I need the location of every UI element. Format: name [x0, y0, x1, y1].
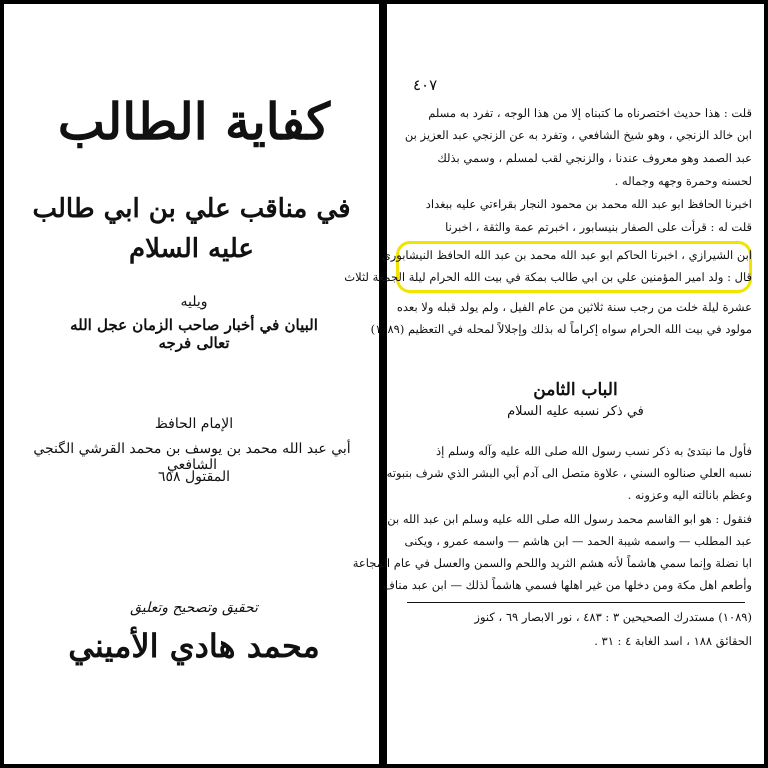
- author-name: أبي عبد الله محمد بن يوسف بن محمد القرشي الگنجي الشافعي: [33, 441, 351, 473]
- second-book-title: البيان في أخبار صاحب الزمان عجل الله تعالى فرجه: [70, 316, 318, 352]
- footnote-divider: [407, 602, 745, 603]
- text-line: فنقول : هو ابو القاسم محمد رسول الله صلى الله عليه وسلم ابن عبد الله بن: [387, 512, 752, 526]
- left-page-title: [4, 4, 379, 764]
- text-line: ابن خالد الزنجي ، وهو شيخ الشافعي ، وتفرد به عن الزنجي عبد العزيز بن: [404, 128, 752, 142]
- author-death-year: المقتول ٦٥٨: [158, 469, 230, 485]
- editing-label: تحقيق وتصحيح وتعليق: [130, 600, 258, 616]
- book-subtitle: في مناقب علي بن ابي طالب عليه السلام: [32, 194, 351, 264]
- footnote-line: (١٠٨٩) مستدرك الصحيحين ٣ : ٤٨٣ ، نور الابصار ٦٩ ، كنوز: [474, 610, 752, 624]
- text-line: قلت له : قرأت على الصفار بنيسابور ، اخبرتم عمة والثقة ، اخبرنا: [445, 220, 752, 234]
- text-line: فأول ما نبتدئ به ذكر نسب رسول الله صلى الله عليه وآله وسلم إذ: [435, 444, 752, 458]
- highlighted-text-line: ابن الشيرازي ، اخبرنا الحاكم ابو عبد الله محمد بن عبد الله الحافظ النيشابوري: [381, 248, 752, 262]
- text-line: ابا نضلة وإنما سمي هاشماً لأنه هشم الثريد واللحم والسمن والعسل في عام المجاعة: [352, 556, 752, 570]
- text-line: عبد المطلب — واسمه شيبة الحمد — ابن هاشم — واسمه عمرو ، ويكنى: [404, 534, 752, 548]
- text-line: عبد الصمد وهو معروف عندنا ، والزنجي لقب لمسلم ، وسمي بذلك: [437, 151, 752, 165]
- followed-by-label: ويليه: [180, 294, 208, 310]
- text-line: عشرة ليلة خلت من رجب سنة ثلاثين من عام الفيل ، ولم يولد قبله ولا بعده: [396, 300, 752, 314]
- text-line: وعظم بانالته اليه وعزونه .: [627, 488, 752, 502]
- text-line: مولود في بيت الله الحرام سواه إكراماً له بذلك وإجلالاً لمحله في التعظيم (١٠٨٩): [370, 322, 752, 336]
- chapter-title: الباب الثامن: [533, 380, 618, 400]
- right-page-text: [344, 4, 764, 764]
- text-line: اخبرنا الحافظ ابو عبد الله محمد بن محمود النجار بقراءتي عليه ببغداد: [425, 197, 752, 211]
- text-line: قلت : هذا حديث اختصرناه ما كتبناه إلا من هذا الوجه ، تفرد به مسلم: [428, 106, 752, 120]
- author-honorific: الإمام الحافظ: [154, 416, 234, 432]
- chapter-subtitle: في ذكر نسبه عليه السلام: [507, 404, 644, 419]
- page-number: ٤٠٧: [413, 76, 438, 94]
- book-title: كفاية الطالب: [57, 92, 331, 151]
- highlighted-text-line: قال : ولد امير المؤمنين علي بن ابي طالب بمكة في بيت الله الحرام ليلة الجمعة لثلاث: [344, 270, 752, 284]
- text-line: نسبه العلي صنالوه السني ، علاوة متصل الى آدم أبي البشر الذي شرف بنبوته: [386, 466, 752, 480]
- text-line: وأطعم اهل مكة ومن دخلها من غير اهلها فسمي هاشماً لذلك — ابن عبد مناف: [382, 578, 752, 592]
- editor-name: محمد هادي الأميني: [68, 627, 320, 665]
- footnote-line: الحقائق ١٨٨ ، اسد الغابة ٤ : ٣١ .: [594, 634, 752, 648]
- text-line: لحسنه وحمرة وجهه وجماله .: [614, 174, 752, 188]
